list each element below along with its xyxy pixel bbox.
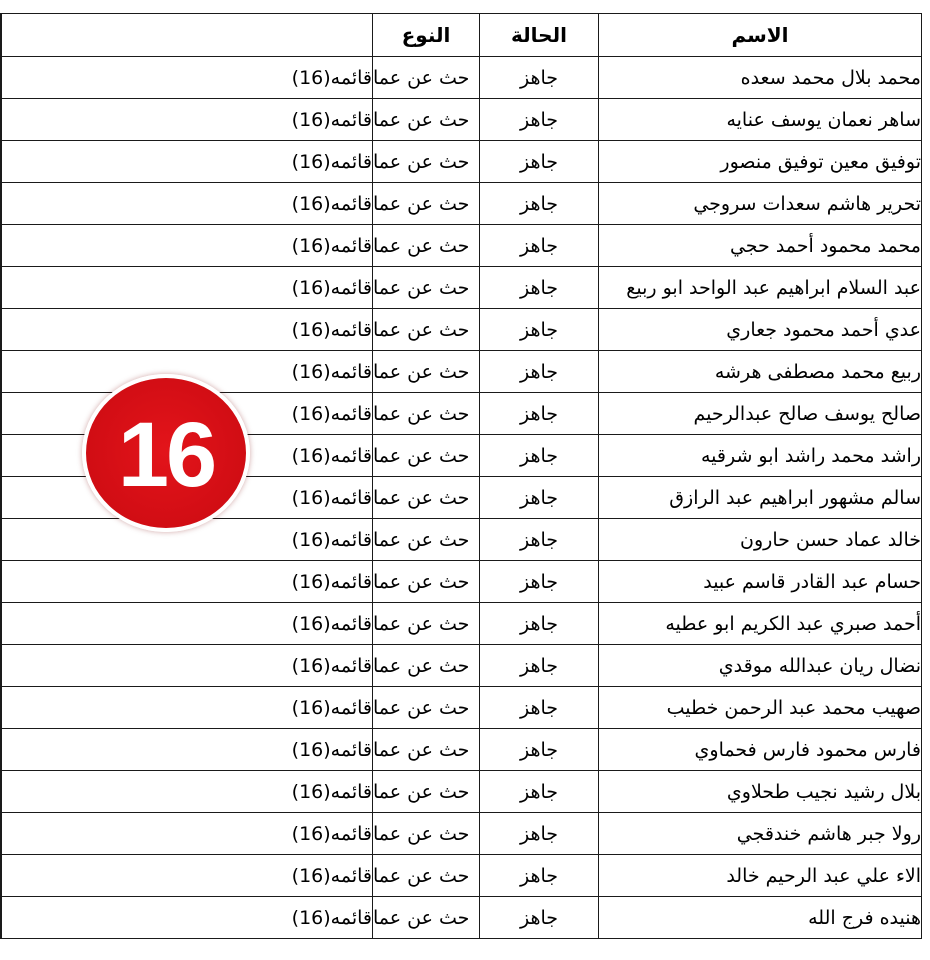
- type-cell: [373, 351, 480, 393]
- table-row: [1, 687, 922, 729]
- list-cell: [1, 855, 373, 897]
- state-cell: جاهز: [480, 855, 599, 897]
- state-cell: جاهز: [480, 435, 599, 477]
- name-cell: هنيده فرج الله: [599, 897, 922, 939]
- type-cell: [373, 771, 480, 813]
- header-state: الحالة: [480, 14, 599, 57]
- state-cell: جاهز: [480, 603, 599, 645]
- list-cell: [1, 267, 373, 309]
- list-label: قائمه(16): [291, 276, 372, 299]
- type-label: حث عن عما: [373, 906, 470, 929]
- list-cell: [1, 813, 373, 855]
- type-cell: [373, 57, 480, 99]
- header-row: [1, 14, 922, 57]
- list-label: قائمه(16): [291, 318, 372, 341]
- state-cell: جاهز: [480, 519, 599, 561]
- header-name: الاسم: [599, 14, 922, 57]
- list-cell: [1, 897, 373, 939]
- type-cell: [373, 519, 480, 561]
- list-label: قائمه(16): [291, 192, 372, 215]
- list-cell: [1, 645, 373, 687]
- state-cell: جاهز: [480, 393, 599, 435]
- type-label: حث عن عما: [373, 738, 470, 761]
- name-cell: محمد محمود أحمد حجي: [599, 225, 922, 267]
- type-cell: [373, 309, 480, 351]
- name-cell: فارس محمود فارس فحماوي: [599, 729, 922, 771]
- name-cell: حسام عبد القادر قاسم عبيد: [599, 561, 922, 603]
- name-cell: بلال رشيد نجيب طحلاوي: [599, 771, 922, 813]
- state-cell: جاهز: [480, 813, 599, 855]
- list-label: قائمه(16): [291, 486, 372, 509]
- list-label: قائمه(16): [291, 906, 372, 929]
- type-label: حث عن عما: [373, 528, 470, 551]
- type-cell: [373, 477, 480, 519]
- type-label: حث عن عما: [373, 780, 470, 803]
- type-label: حث عن عما: [373, 318, 470, 341]
- name-cell: راشد محمد راشد ابو شرقيه: [599, 435, 922, 477]
- type-label: حث عن عما: [373, 444, 470, 467]
- state-cell: جاهز: [480, 309, 599, 351]
- list-label: قائمه(16): [291, 696, 372, 719]
- list-label: قائمه(16): [291, 612, 372, 635]
- type-cell: [373, 267, 480, 309]
- name-cell: صهيب محمد عبد الرحمن خطيب: [599, 687, 922, 729]
- type-label: حث عن عما: [373, 360, 470, 383]
- list-cell: [1, 141, 373, 183]
- header-blank: [1, 14, 373, 57]
- name-cell: الاء علي عبد الرحيم خالد: [599, 855, 922, 897]
- type-label: حث عن عما: [373, 612, 470, 635]
- list-cell: [1, 603, 373, 645]
- table-row: [1, 57, 922, 99]
- type-cell: [373, 813, 480, 855]
- table-row: [1, 813, 922, 855]
- type-label: حث عن عما: [373, 864, 470, 887]
- name-cell: سالم مشهور ابراهيم عبد الرازق: [599, 477, 922, 519]
- list-label: قائمه(16): [291, 108, 372, 131]
- state-cell: جاهز: [480, 687, 599, 729]
- type-cell: [373, 141, 480, 183]
- list-label: قائمه(16): [291, 822, 372, 845]
- table-row: [1, 855, 922, 897]
- list-label: قائمه(16): [291, 780, 372, 803]
- table-row: [1, 771, 922, 813]
- type-label: حث عن عما: [373, 486, 470, 509]
- name-cell: نضال ريان عبدالله موقدي: [599, 645, 922, 687]
- table-row: [1, 729, 922, 771]
- state-cell: جاهز: [480, 351, 599, 393]
- list-label: قائمه(16): [291, 654, 372, 677]
- type-label: حث عن عما: [373, 654, 470, 677]
- type-label: حث عن عما: [373, 570, 470, 593]
- type-cell: [373, 99, 480, 141]
- type-cell: [373, 855, 480, 897]
- type-cell: [373, 225, 480, 267]
- list-cell: [1, 309, 373, 351]
- table-row: [1, 183, 922, 225]
- list-cell: [1, 729, 373, 771]
- number-badge: [82, 374, 250, 532]
- type-cell: [373, 729, 480, 771]
- state-cell: جاهز: [480, 99, 599, 141]
- type-label: حث عن عما: [373, 234, 470, 257]
- name-cell: عبد السلام ابراهيم عبد الواحد ابو ربيع: [599, 267, 922, 309]
- type-label: حث عن عما: [373, 66, 470, 89]
- table-row: [1, 645, 922, 687]
- list-label: قائمه(16): [291, 738, 372, 761]
- name-cell: ربيع محمد مصطفى هرشه: [599, 351, 922, 393]
- list-label: قائمه(16): [291, 360, 372, 383]
- list-label: قائمه(16): [291, 66, 372, 89]
- list-cell: [1, 99, 373, 141]
- state-cell: جاهز: [480, 897, 599, 939]
- badge-number: 16: [117, 404, 215, 506]
- name-cell: محمد بلال محمد سعده: [599, 57, 922, 99]
- list-cell: [1, 561, 373, 603]
- state-cell: جاهز: [480, 645, 599, 687]
- name-cell: ساهر نعمان يوسف عنايه: [599, 99, 922, 141]
- name-cell: خالد عماد حسن حارون: [599, 519, 922, 561]
- type-label: حث عن عما: [373, 822, 470, 845]
- table-row: [1, 225, 922, 267]
- table-row: [1, 141, 922, 183]
- type-cell: [373, 897, 480, 939]
- list-cell: [1, 225, 373, 267]
- type-cell: [373, 561, 480, 603]
- list-cell: [1, 687, 373, 729]
- list-label: قائمه(16): [291, 150, 372, 173]
- list-label: قائمه(16): [291, 528, 372, 551]
- type-label: حث عن عما: [373, 402, 470, 425]
- state-cell: جاهز: [480, 183, 599, 225]
- table-row: [1, 561, 922, 603]
- list-label: قائمه(16): [291, 864, 372, 887]
- type-cell: [373, 603, 480, 645]
- state-cell: جاهز: [480, 771, 599, 813]
- table-row: [1, 309, 922, 351]
- list-label: قائمه(16): [291, 234, 372, 257]
- list-cell: [1, 771, 373, 813]
- table-row: [1, 99, 922, 141]
- type-label: حث عن عما: [373, 192, 470, 215]
- name-cell: تحرير هاشم سعدات سروجي: [599, 183, 922, 225]
- type-label: حث عن عما: [373, 696, 470, 719]
- type-cell: [373, 393, 480, 435]
- name-cell: عدي أحمد محمود جعاري: [599, 309, 922, 351]
- type-cell: [373, 183, 480, 225]
- state-cell: جاهز: [480, 561, 599, 603]
- name-cell: توفيق معين توفيق منصور: [599, 141, 922, 183]
- name-cell: رولا جبر هاشم خندقجي: [599, 813, 922, 855]
- type-cell: [373, 645, 480, 687]
- name-cell: أحمد صبري عبد الكريم ابو عطيه: [599, 603, 922, 645]
- header-type: النوع: [373, 14, 480, 57]
- state-cell: جاهز: [480, 267, 599, 309]
- type-cell: [373, 687, 480, 729]
- list-cell: [1, 183, 373, 225]
- table-row: [1, 267, 922, 309]
- state-cell: جاهز: [480, 729, 599, 771]
- state-cell: جاهز: [480, 57, 599, 99]
- state-cell: جاهز: [480, 225, 599, 267]
- list-cell: [1, 57, 373, 99]
- list-label: قائمه(16): [291, 570, 372, 593]
- state-cell: جاهز: [480, 141, 599, 183]
- table-row: [1, 897, 922, 939]
- state-cell: جاهز: [480, 477, 599, 519]
- list-label: قائمه(16): [291, 444, 372, 467]
- type-label: حث عن عما: [373, 150, 470, 173]
- type-label: حث عن عما: [373, 108, 470, 131]
- type-cell: [373, 435, 480, 477]
- table-row: [1, 603, 922, 645]
- name-cell: صالح يوسف صالح عبدالرحيم: [599, 393, 922, 435]
- list-label: قائمه(16): [291, 402, 372, 425]
- type-label: حث عن عما: [373, 276, 470, 299]
